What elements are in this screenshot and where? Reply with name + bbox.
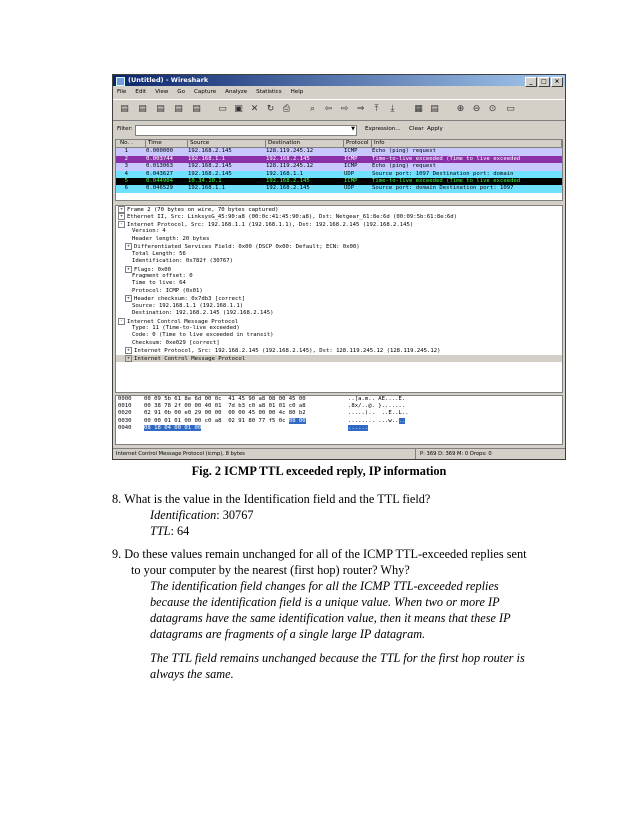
collapse-icon[interactable]: - bbox=[118, 318, 125, 325]
hex-line[interactable] bbox=[116, 396, 562, 403]
packet-no-cell: 1 bbox=[124, 148, 128, 155]
menu-capture[interactable]: Capture bbox=[193, 89, 217, 95]
print-icon[interactable]: ⎙ bbox=[282, 104, 291, 114]
hex-bytes bbox=[144, 418, 306, 425]
packet-source-cell: 192.168.1.1 bbox=[188, 185, 226, 192]
chevron-down-icon[interactable]: ▼ bbox=[351, 126, 355, 132]
packet-no-cell: 5 bbox=[124, 177, 128, 184]
detail-line-text: Code: 0 (Time to live exceeded in transit) bbox=[132, 332, 274, 339]
detail-line-text: Fragment offset: 0 bbox=[132, 272, 193, 279]
resize-columns-icon[interactable]: ▭ bbox=[506, 104, 515, 114]
hex-offset: 0010 bbox=[118, 403, 132, 410]
hex-bytes-selected: 08 18 04 00 01 00 bbox=[144, 424, 202, 431]
packet-info-cell: Source port: 1097 Destination port: domain bbox=[372, 170, 514, 177]
start-capture-icon[interactable]: ▤ bbox=[156, 104, 165, 114]
packet-time-cell: 0.043627 bbox=[146, 170, 173, 177]
open-file-icon[interactable]: ▭ bbox=[218, 104, 227, 114]
packet-protocol-cell: ICMP bbox=[344, 155, 358, 162]
answer-9-ttl-line: The TTL field remains unchanged because the TTL for the first hop router is bbox=[150, 651, 525, 665]
detail-line-text: Flags: 0x00 bbox=[134, 266, 172, 273]
packet-no-cell: 2 bbox=[124, 155, 128, 162]
packet-no-cell: 4 bbox=[124, 170, 128, 177]
answer-identification-value: : 30767 bbox=[216, 508, 254, 522]
detail-line-text: Source: 192.168.1.1 (192.168.1.1) bbox=[132, 302, 244, 309]
packet-time-cell: 0.046529 bbox=[146, 185, 173, 192]
wireshark-app-icon bbox=[116, 77, 125, 86]
hex-ascii bbox=[348, 403, 405, 410]
detail-line[interactable] bbox=[116, 213, 562, 220]
packet-info-cell: Time-to-live exceeded (Time to live exceeded bbox=[372, 177, 521, 184]
detail-line[interactable] bbox=[116, 347, 562, 354]
packet-row[interactable] bbox=[116, 156, 562, 163]
packet-source-cell: 192.168.2.145 bbox=[188, 163, 232, 170]
close-button[interactable]: × bbox=[551, 77, 563, 87]
hex-offset: 0040 bbox=[118, 424, 132, 431]
expand-icon[interactable]: + bbox=[125, 266, 132, 273]
detail-line[interactable] bbox=[116, 221, 562, 228]
detail-line[interactable] bbox=[116, 243, 562, 250]
menu-file[interactable]: File bbox=[117, 89, 127, 95]
detail-line[interactable] bbox=[116, 288, 562, 295]
figure-caption: Fig. 2 ICMP TTL exceeded reply, IP information bbox=[191, 464, 447, 478]
packet-row[interactable] bbox=[116, 163, 562, 170]
filter-bar bbox=[113, 123, 565, 137]
packet-protocol-cell: ICMP bbox=[344, 148, 358, 155]
answer-9-line: because the identification field is a unique value. When two or more IP bbox=[150, 595, 500, 609]
packet-time-cell: 0.000000 bbox=[146, 148, 173, 155]
hex-ascii bbox=[348, 425, 368, 432]
hex-ascii-text: .8x/..@. }....... bbox=[348, 403, 406, 410]
packet-protocol-cell: ICMP bbox=[344, 177, 358, 184]
go-back-icon[interactable]: ⇦ bbox=[324, 104, 333, 114]
question-9-line-2: to your computer by the nearest (first hop) router? Why? bbox=[131, 563, 410, 577]
expand-icon[interactable]: + bbox=[125, 295, 132, 302]
maximize-button[interactable]: □ bbox=[538, 77, 550, 87]
detail-line-text: Type: 11 (Time-to-live exceeded) bbox=[132, 325, 240, 331]
hex-line[interactable] bbox=[116, 410, 562, 417]
packet-row[interactable] bbox=[116, 185, 562, 192]
packet-protocol-cell: UDP bbox=[344, 185, 355, 192]
detail-line[interactable] bbox=[116, 355, 562, 362]
detail-line-text: Ethernet II, Src: LinksysG_45:90:a8 (00:0c:41:45:90:a8), Dst: Netgear_61:8e:6d (00:09:5b:61:8e:6d) bbox=[127, 214, 458, 221]
filter-label: Filter: bbox=[117, 126, 133, 132]
filter-input[interactable] bbox=[135, 125, 357, 136]
expression-button[interactable]: Expression... bbox=[365, 126, 401, 132]
hex-bytes bbox=[144, 410, 306, 417]
save-file-icon[interactable]: ▣ bbox=[234, 104, 243, 114]
detail-line[interactable] bbox=[116, 236, 562, 243]
detail-line-text: Differentiated Services Field: 0x00 (DSCP 0x00: Default; ECN: 0x00) bbox=[134, 244, 360, 251]
answer-identification bbox=[150, 507, 254, 523]
find-packet-icon[interactable]: ⌕ bbox=[309, 104, 316, 114]
wireshark-window bbox=[112, 74, 566, 460]
detail-line-text: Header length: 20 bytes bbox=[132, 235, 210, 242]
packet-row[interactable] bbox=[116, 148, 562, 155]
detail-line-text: Internet Control Message Protocol bbox=[134, 355, 246, 362]
packet-list-header bbox=[116, 140, 562, 148]
detail-line[interactable] bbox=[116, 318, 562, 325]
status-field-info: Internet Control Message Protocol (icmp), 8 bytes bbox=[116, 451, 245, 457]
packet-info-cell: Echo (ping) request bbox=[372, 148, 436, 155]
apply-button[interactable]: Apply bbox=[427, 126, 443, 132]
detail-line-text: Frame 2 (70 bytes on wire, 70 bytes captured) bbox=[127, 207, 279, 213]
menu-go[interactable]: Go bbox=[177, 89, 186, 95]
expand-icon[interactable]: + bbox=[118, 213, 125, 220]
hex-ascii-text: ........ ...w.. bbox=[348, 417, 399, 424]
detail-line-text: Internet Protocol, Src: 192.168.2.145 (192.168.2.145), Dst: 128.119.245.12 (128.119.245.12) bbox=[134, 348, 441, 355]
hex-bytes-text: 00 00 01 01 00 00 c0 a8 02 91 80 77 f5 0c bbox=[144, 417, 286, 424]
interface-list-icon[interactable]: ▤ bbox=[120, 104, 129, 114]
hex-bytes bbox=[144, 396, 306, 403]
detail-line[interactable] bbox=[116, 251, 562, 258]
detail-line[interactable] bbox=[116, 273, 562, 280]
minimize-button[interactable]: _ bbox=[525, 77, 537, 87]
detail-line[interactable] bbox=[116, 295, 562, 302]
packet-details[interactable] bbox=[115, 205, 563, 393]
hex-bytes bbox=[144, 403, 306, 410]
hex-bytes-selected: 08 00 bbox=[288, 417, 306, 424]
column-source[interactable]: Source bbox=[188, 140, 266, 147]
window-title: (Untitled) - Wireshark bbox=[128, 76, 209, 84]
zoom-in-icon[interactable]: ⊕ bbox=[456, 104, 465, 114]
menu-view[interactable]: View bbox=[155, 89, 169, 95]
hex-line[interactable] bbox=[116, 425, 562, 432]
reload-icon[interactable]: ↻ bbox=[266, 104, 275, 114]
hex-ascii bbox=[348, 396, 405, 403]
detail-line-text: Internet Protocol, Src: 192.168.1.1 (192.168.1.1), Dst: 192.168.2.145 (192.168.2.145) bbox=[127, 221, 414, 228]
menu-analyze[interactable]: Analyze bbox=[225, 89, 248, 95]
colorize-icon[interactable]: ▦ bbox=[414, 104, 423, 114]
answer-9-ttl-line: always the same. bbox=[150, 667, 234, 681]
packet-protocol-cell: ICMP bbox=[344, 163, 358, 170]
packet-info-cell: Time-to-live exceeded (Time to live exceeded bbox=[372, 155, 521, 162]
packet-info-cell: Echo (ping) request bbox=[372, 163, 436, 170]
detail-line-text: Destination: 192.168.2.145 (192.168.2.145) bbox=[132, 310, 274, 317]
answer-ttl-value: : 64 bbox=[170, 524, 190, 538]
detail-line-text: Internet Control Message Protocol bbox=[127, 318, 239, 325]
hex-ascii-selected: .. bbox=[398, 417, 406, 424]
go-last-icon[interactable]: ⤓ bbox=[390, 104, 395, 114]
collapse-icon[interactable]: - bbox=[118, 221, 125, 228]
expand-icon[interactable]: + bbox=[118, 206, 125, 213]
packet-destination-cell: 128.119.245.12 bbox=[266, 163, 314, 170]
packet-source-cell: 192.168.2.145 bbox=[188, 170, 232, 177]
close-file-icon[interactable]: ✕ bbox=[250, 104, 259, 114]
hex-ascii bbox=[348, 418, 405, 425]
column-time[interactable]: Time bbox=[146, 140, 188, 147]
detail-line[interactable] bbox=[116, 206, 562, 213]
detail-line-text: Checksum: 0xe029 [correct] bbox=[132, 339, 220, 346]
answer-9-line: datagrams are fragments of a single large IP datagram. bbox=[150, 627, 426, 641]
detail-line[interactable] bbox=[116, 228, 562, 235]
status-packet-counts: P: 369 D: 369 M: 0 Drops: 0 bbox=[415, 449, 492, 460]
hex-bytes-text: 00 09 5b 61 8e 6d 00 0c 41 45 90 a8 08 00 45 00 bbox=[144, 396, 306, 402]
status-bar bbox=[113, 448, 565, 460]
normal-size-icon[interactable]: ⊙ bbox=[488, 104, 497, 114]
detail-line-text: Protocol: ICMP (0x01) bbox=[132, 287, 203, 294]
expand-icon[interactable]: + bbox=[125, 355, 132, 362]
hex-offset: 0000 bbox=[118, 396, 132, 402]
packet-info-cell: Source port: domain Destination port: 1097 bbox=[372, 185, 514, 192]
answer-ttl-label: TTL bbox=[150, 524, 171, 538]
auto-scroll-icon[interactable]: ▤ bbox=[430, 104, 439, 114]
hex-bytes-text: 02 91 0b 00 e0 29 00 00 00 00 45 00 00 4c 80 b2 bbox=[144, 410, 306, 417]
packet-no-cell: 3 bbox=[124, 163, 128, 170]
expand-icon[interactable]: + bbox=[125, 243, 132, 250]
packet-time-cell: 0.003744 bbox=[146, 155, 173, 162]
hex-offset: 0030 bbox=[118, 417, 132, 424]
go-forward-icon[interactable]: ⇨ bbox=[340, 104, 349, 114]
answer-identification-label: Identification bbox=[150, 508, 217, 522]
go-first-icon[interactable]: ⤒ bbox=[374, 104, 379, 114]
answer-ttl bbox=[150, 523, 189, 539]
detail-line[interactable] bbox=[116, 266, 562, 273]
packet-destination-cell: 128.119.245.12 bbox=[266, 148, 314, 155]
hex-ascii-text: .....).. ..E..L.. bbox=[348, 410, 409, 417]
detail-line-text: Identification: 0x782f (30767) bbox=[132, 258, 234, 265]
packet-no-cell: 6 bbox=[124, 185, 128, 192]
column-info[interactable]: Info bbox=[372, 140, 562, 147]
column-destination[interactable]: Destination bbox=[266, 140, 344, 147]
detail-line[interactable] bbox=[116, 280, 562, 287]
packet-row[interactable] bbox=[116, 171, 562, 178]
packet-destination-cell: 192.168.2.145 bbox=[266, 177, 310, 184]
menu-edit[interactable]: Edit bbox=[135, 89, 147, 95]
packet-row[interactable] bbox=[116, 178, 562, 185]
detail-line[interactable] bbox=[116, 340, 562, 347]
hex-ascii-selected: ...... bbox=[348, 424, 369, 431]
question-8: 8. What is the value in the Identification field and the TTL field? bbox=[112, 492, 431, 506]
hex-line[interactable] bbox=[116, 403, 562, 410]
detail-line[interactable] bbox=[116, 303, 562, 310]
packet-source-cell: 192.168.1.1 bbox=[188, 155, 226, 162]
expand-icon[interactable]: + bbox=[125, 347, 132, 354]
detail-line-text: Header checksum: 0x7db3 [correct] bbox=[134, 296, 246, 303]
clear-button[interactable]: Clear bbox=[409, 126, 424, 132]
zoom-out-icon[interactable]: ⊖ bbox=[472, 104, 481, 114]
detail-line-text: Version: 4 bbox=[132, 228, 166, 235]
detail-line[interactable] bbox=[116, 325, 562, 332]
menu-bar bbox=[113, 87, 565, 97]
hex-bytes bbox=[144, 425, 201, 432]
hex-bytes-text: 00 38 78 2f 00 00 40 01 7d b3 c0 a8 01 01 c0 a8 bbox=[144, 403, 306, 410]
packet-source-cell: 192.168.2.145 bbox=[188, 148, 232, 155]
answer-9-line: The identification field changes for all the ICMP TTL-exceeded replies bbox=[150, 579, 499, 593]
detail-line[interactable] bbox=[116, 310, 562, 317]
hex-line[interactable] bbox=[116, 418, 562, 425]
detail-line-text: Time to live: 64 bbox=[132, 280, 186, 287]
hex-offset: 0020 bbox=[118, 410, 132, 417]
menu-statistics[interactable]: Statistics bbox=[256, 89, 282, 95]
detail-line[interactable] bbox=[116, 258, 562, 265]
stop-capture-icon[interactable]: ▤ bbox=[174, 104, 183, 114]
packet-time-cell: 0.013063 bbox=[146, 163, 173, 170]
packet-source-cell: 10.34.10.1 bbox=[188, 177, 222, 184]
detail-line[interactable] bbox=[116, 332, 562, 339]
column-protocol[interactable]: Protocol bbox=[344, 140, 372, 147]
packet-list[interactable] bbox=[115, 139, 563, 201]
packet-protocol-cell: UDP bbox=[344, 170, 355, 177]
question-9-line-1: 9. Do these values remain unchanged for all of the ICMP TTL-exceeded replies sent bbox=[112, 547, 527, 561]
menu-help[interactable]: Help bbox=[290, 89, 304, 95]
restart-capture-icon[interactable]: ▤ bbox=[192, 104, 201, 114]
packet-time-cell: 0.044904 bbox=[146, 177, 173, 184]
go-to-packet-icon[interactable]: ⇒ bbox=[356, 104, 365, 114]
hex-ascii bbox=[348, 410, 409, 417]
packet-destination-cell: 192.168.2.145 bbox=[266, 155, 310, 162]
packet-destination-cell: 192.168.2.145 bbox=[266, 185, 310, 192]
main-toolbar bbox=[113, 99, 565, 121]
packet-bytes[interactable] bbox=[115, 395, 563, 445]
answer-9-line: datagrams have the same identification value, then it means that these IP bbox=[150, 611, 511, 625]
title-bar bbox=[113, 75, 565, 86]
packet-destination-cell: 192.168.1.1 bbox=[266, 170, 304, 177]
hex-ascii-text: ..[a.m.. AE....E. bbox=[348, 396, 406, 402]
detail-line-text: Total Length: 56 bbox=[132, 250, 186, 257]
column-no[interactable]: No. . bbox=[118, 140, 146, 147]
capture-options-icon[interactable]: ▤ bbox=[138, 104, 147, 114]
